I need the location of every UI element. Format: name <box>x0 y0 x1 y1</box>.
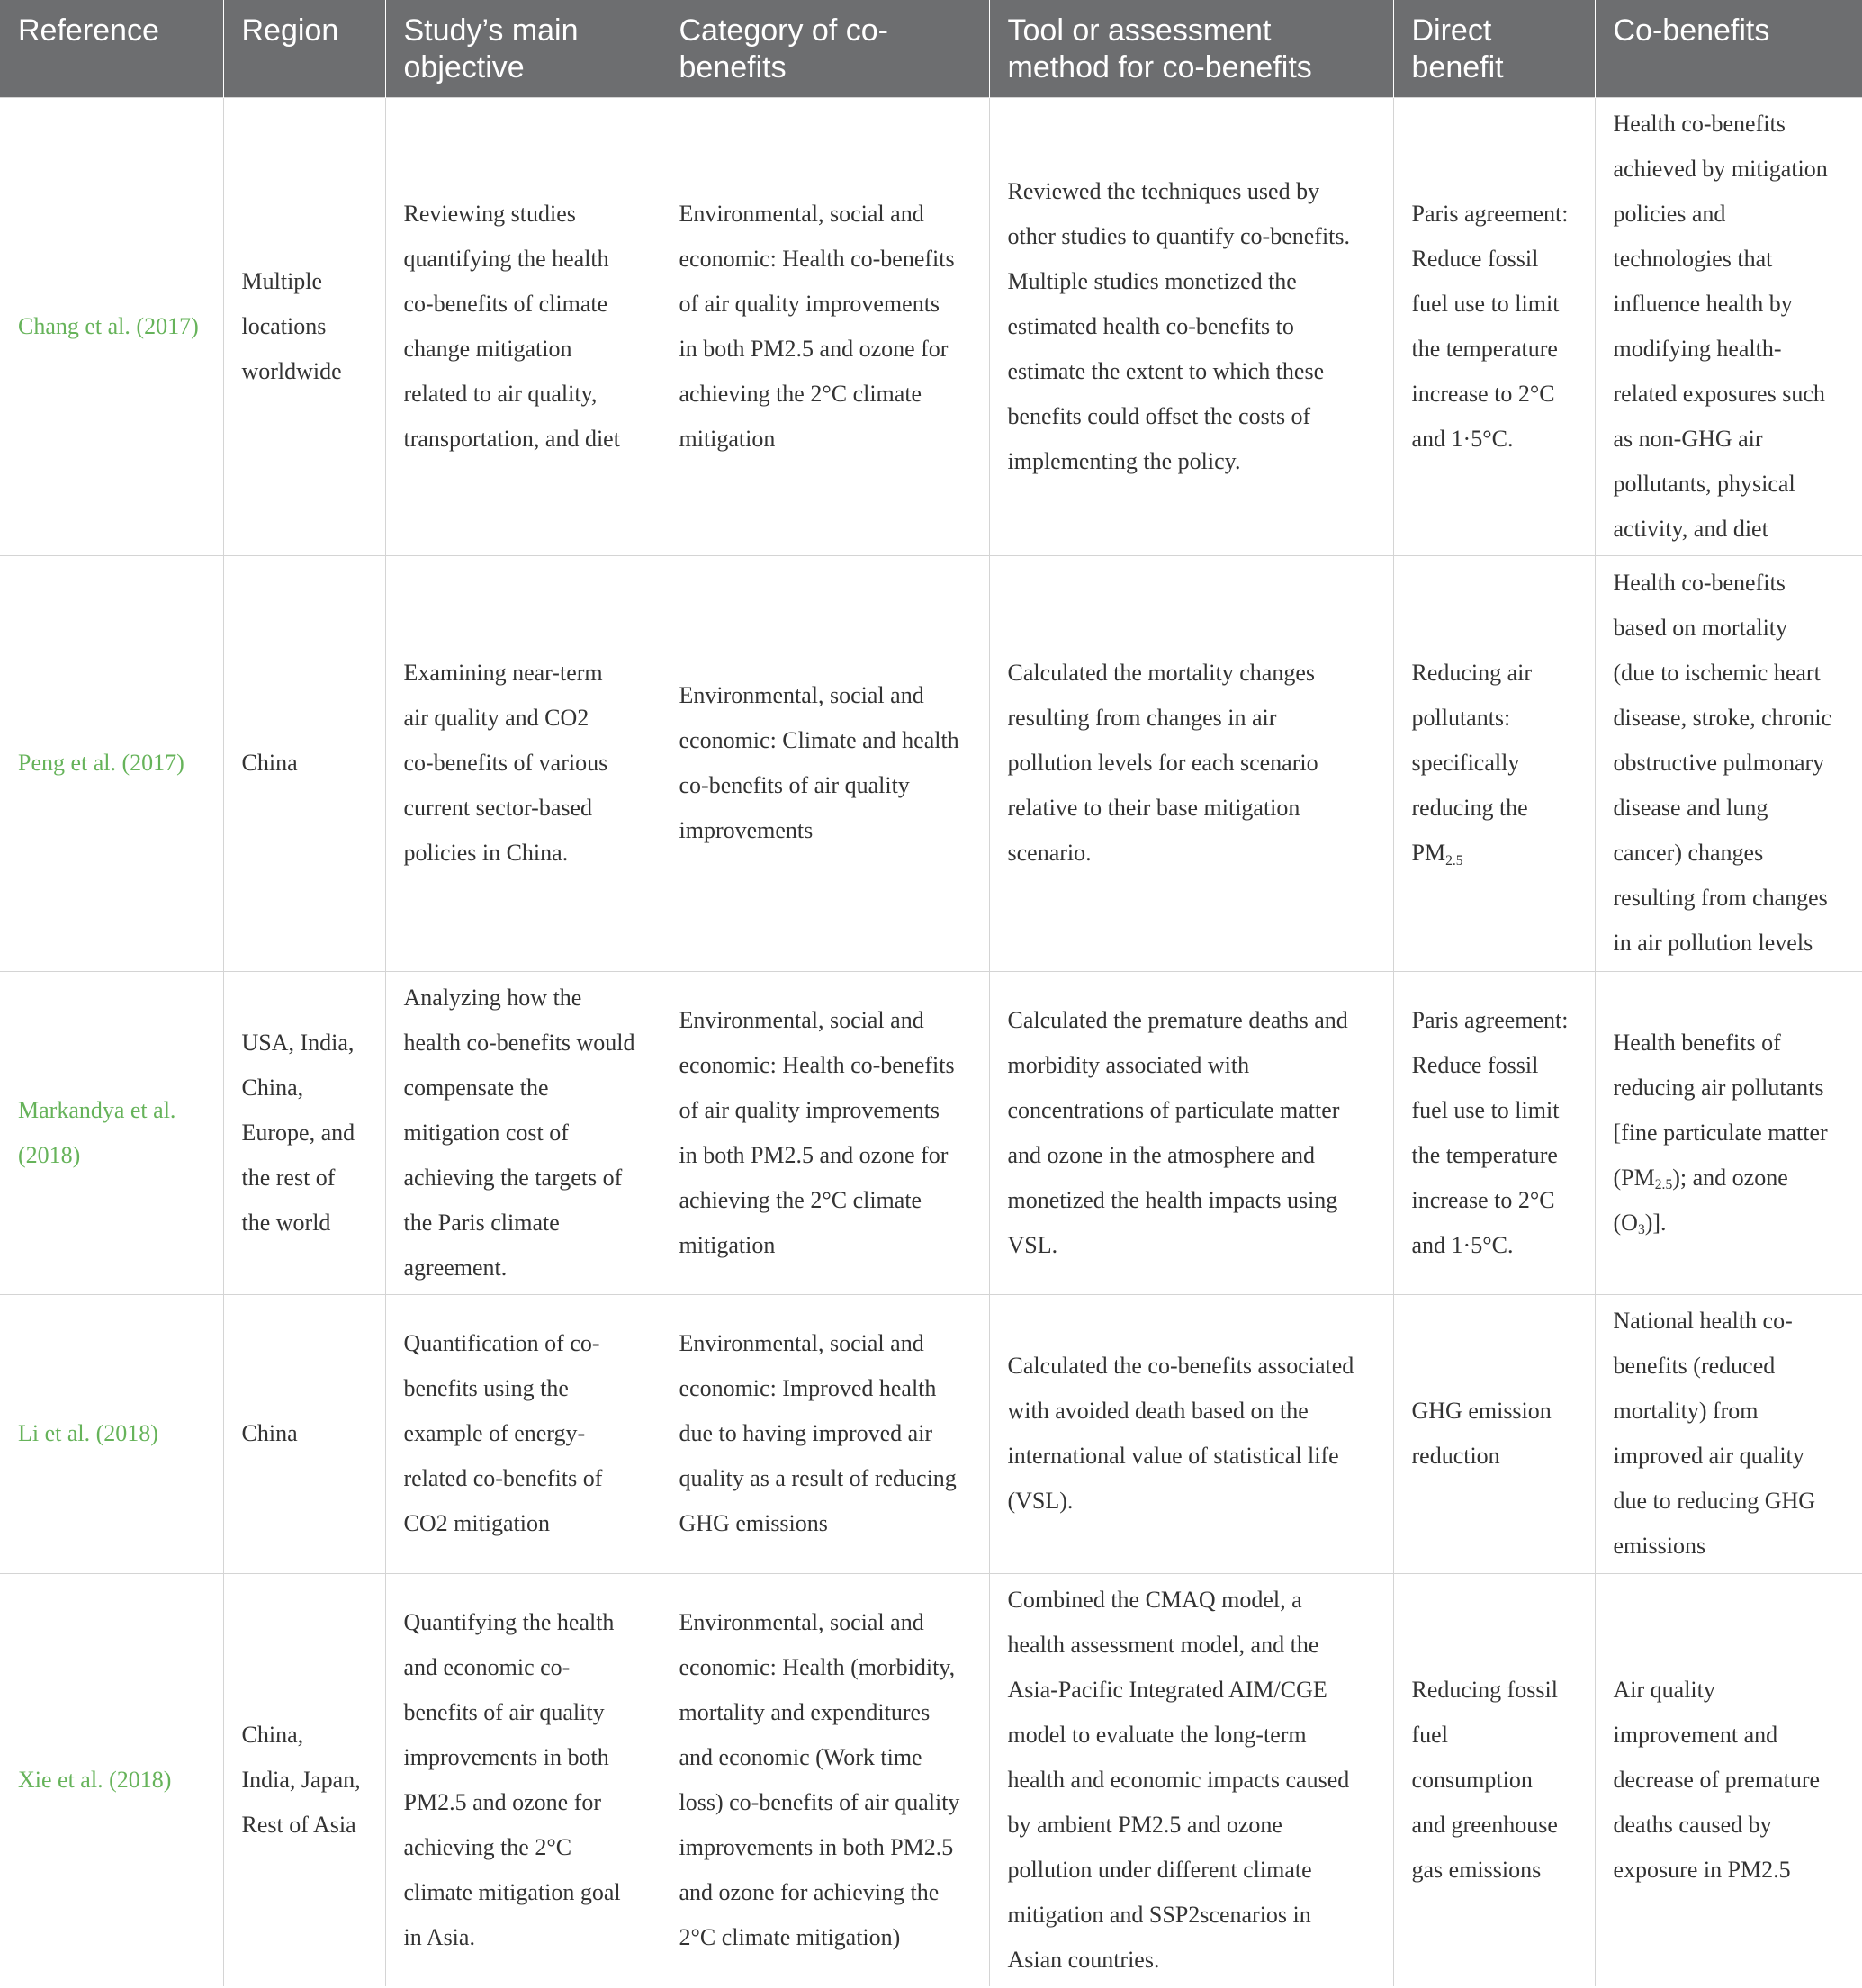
cell-co-benefits <box>1595 971 1862 1294</box>
cell-region: China <box>223 1294 385 1573</box>
header-direct-benefit: Direct benefit <box>1393 0 1595 97</box>
table-row <box>0 1294 1862 1573</box>
cell-reference <box>0 555 223 971</box>
reference-link[interactable]: Xie et al. (2018) <box>18 1766 172 1793</box>
cell-objective: Quantification of co- benefits using the example of energy- related co-benefits of CO2 mitigation <box>385 1294 661 1573</box>
cell-direct-benefit: Paris agreement: Reduce fossil fuel use to limit the temperature increase to 2°C and 1·5°C. <box>1393 971 1595 1294</box>
header-objective: Study’s main objective <box>385 0 661 97</box>
cell-region: China <box>223 555 385 971</box>
reference-link[interactable]: Markandya et al. (2018) <box>18 1096 176 1168</box>
cell-reference <box>0 971 223 1294</box>
cell-objective: Quantifying the health and economic co- benefits of air quality improvements in both PM2.5 and ozone for achieving the 2°C climate mitigation goal in Asia. <box>385 1573 661 1986</box>
cell-direct-benefit: Reducing fossil fuel consumption and greenhouse gas emissions <box>1393 1573 1595 1986</box>
cell-co-benefits: Air quality improvement and decrease of premature deaths caused by exposure in PM2.5 <box>1595 1573 1862 1986</box>
cell-category: Environmental, social and economic: Health co-benefits of air quality improvements in both PM2.5 and ozone for achieving the 2°C climate mitigation <box>661 97 989 555</box>
cell-tool: Combined the CMAQ model, a health assessment model, and the Asia-Pacific Integrated AIM/CGE model to evaluate the long-term health and economic impacts caused by ambient PM2.5 and ozone pollution under different climate mitigation and SSP2scenarios in Asian countries. <box>989 1573 1393 1986</box>
cell-tool: Calculated the premature deaths and morbidity associated with concentrations of particulate matter and ozone in the atmosphere and monetized the health impacts using VSL. <box>989 971 1393 1294</box>
table-row <box>0 971 1862 1294</box>
cell-direct-benefit: Paris agreement: Reduce fossil fuel use to limit the temperature increase to 2°C and 1·5°C. <box>1393 97 1595 555</box>
direct-benefit-text: Reducing air pollutants: specifically reducing the PM <box>1411 660 1533 866</box>
cell-tool: Reviewed the techniques used by other studies to quantify co-benefits. Multiple studies monetized the estimated health co-benefits to estimate the extent to which these benefits could offset the costs of implementing the policy. <box>989 97 1393 555</box>
subscript: 2.5 <box>1445 852 1463 868</box>
co-benefits-text: ); and ozone (O <box>1613 1164 1788 1236</box>
co-benefits-text: Health benefits of reducing air pollutants [fine particulate matter (PM <box>1613 1029 1828 1191</box>
cell-category: Environmental, social and economic: Improved health due to having improved air quality as a result of reducing GHG emissions <box>661 1294 989 1573</box>
header-reference: Reference <box>0 0 223 97</box>
reference-link[interactable]: Chang et al. (2017) <box>18 312 199 339</box>
header-region: Region <box>223 0 385 97</box>
cell-region: China, India, Japan, Rest of Asia <box>223 1573 385 1986</box>
cell-co-benefits: Health co-benefits based on mortality (due to ischemic heart disease, stroke, chronic obstructive pulmonary disease and lung cancer) changes resulting from changes in air pollution levels <box>1595 555 1862 971</box>
cell-category: Environmental, social and economic: Health (morbidity, mortality and expenditures and economic (Work time loss) co-benefits of air quality improvements in both PM2.5 and ozone for achieving the 2°C climate mitigation) <box>661 1573 989 1986</box>
cell-direct-benefit <box>1393 555 1595 971</box>
header-category: Category of co- benefits <box>661 0 989 97</box>
co-benefits-text: )]. <box>1644 1209 1667 1236</box>
table-row <box>0 555 1862 971</box>
cell-category: Environmental, social and economic: Health co-benefits of air quality improvements in both PM2.5 and ozone for achieving the 2°C climate mitigation <box>661 971 989 1294</box>
cell-objective: Analyzing how the health co-benefits would compensate the mitigation cost of achieving the targets of the Paris climate agreement. <box>385 971 661 1294</box>
cell-reference <box>0 1294 223 1573</box>
subscript: 2.5 <box>1654 1177 1673 1193</box>
cell-co-benefits: Health co-benefits achieved by mitigation policies and technologies that influence health by modifying health- related exposures such as non-GHG air pollutants, physical activity, and diet <box>1595 97 1862 555</box>
reference-link[interactable]: Li et al. (2018) <box>18 1420 158 1446</box>
cell-tool: Calculated the co-benefits associated with avoided death based on the international value of statistical life (VSL). <box>989 1294 1393 1573</box>
subscript: 3 <box>1637 1222 1645 1238</box>
table-row <box>0 97 1862 555</box>
cell-direct-benefit: GHG emission reduction <box>1393 1294 1595 1573</box>
cell-objective: Examining near-term air quality and CO2 co-benefits of various current sector-based policies in China. <box>385 555 661 971</box>
cell-co-benefits: National health co- benefits (reduced mortality) from improved air quality due to reducing GHG emissions <box>1595 1294 1862 1573</box>
cell-category: Environmental, social and economic: Climate and health co-benefits of air quality improvements <box>661 555 989 971</box>
cell-reference <box>0 1573 223 1986</box>
table-row <box>0 1573 1862 1986</box>
header-tool: Tool or assessment method for co-benefits <box>989 0 1393 97</box>
header-co-benefits: Co-benefits <box>1595 0 1862 97</box>
reference-link[interactable]: Peng et al. (2017) <box>18 750 184 776</box>
cell-reference <box>0 97 223 555</box>
cell-region: USA, India, China, Europe, and the rest of the world <box>223 971 385 1294</box>
cell-objective: Reviewing studies quantifying the health co-benefits of climate change mitigation related to air quality, transportation, and diet <box>385 97 661 555</box>
table-header-row <box>0 0 1862 97</box>
cell-region: Multiple locations worldwide <box>223 97 385 555</box>
cell-tool: Calculated the mortality changes resulting from changes in air pollution levels for each scenario relative to their base mitigation scenario. <box>989 555 1393 971</box>
